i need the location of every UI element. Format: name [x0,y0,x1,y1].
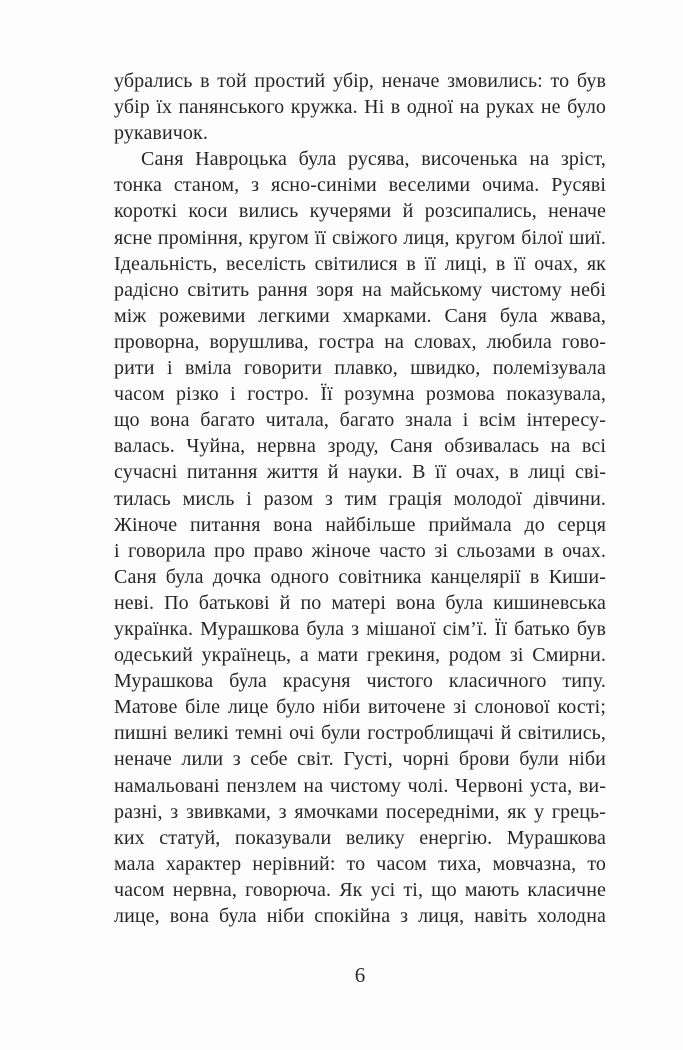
text-line: Ідеальність, веселість світилися в її лиці, в її очах, як [114,252,606,275]
text-line: Жіноче питання вона найбільше приймала до серця [114,513,606,536]
text-line: одеський українець, а мати грекиня, родом зі Смирни. [114,644,606,667]
text-line: українка. Мурашкова була з мішаної сім’ї. Її батько був [114,617,606,640]
text-line: сучасні питання життя й науки. В її очах, в лиці сві- [114,461,606,484]
text-line: лице, вона була ніби спокійна з лиця, навіть холодна [114,905,606,927]
text-line: мала характер нерівний: то часом тиха, мовчазна, то [114,852,606,875]
text-line: пишні великі темні очі були гостроблищачі й світились, [114,722,606,745]
text-line: короткі коси вились кучерями й розсипались, неначе [114,200,606,223]
text-line: рукавичок. [114,122,208,145]
text-line: валась. Чуйна, нервна зроду, Саня обзивалась на всі [114,435,606,458]
text-line: що вона багато читала, багато знала і всім інтересу- [114,409,606,432]
text-line: неначе лили з себе світ. Густі, чорні брови були ніби [114,748,606,771]
text-line: Матове біле лице було ніби виточене зі слонової кості; [114,696,606,719]
text-line: убір їх панянського кружка. Ні в одної на руках не було [114,96,606,119]
text-line: убрались в той простий убір, неначе змовились: то був [114,70,606,92]
text-block [114,68,606,929]
paragraph [114,146,606,929]
text-line: радісно світить рання зоря на майському чистому небі [114,278,606,301]
text-line: часом різко і гостро. Її розумна розмова показувала, [114,383,606,406]
text-line: проворна, ворушлива, гостра на словах, любила гово- [114,330,606,353]
text-line: і говорила про право жіноче часто зі сльозами в очах. [114,539,606,562]
text-line: між рожевими легкими хмарками. Саня була жвава, [114,304,606,327]
text-line: тонка станом, з ясно-синіми веселими очима. Русяві [114,174,606,197]
text-line: ясне проміння, кругом її свіжого лиця, кругом білої шиї. [114,226,606,249]
paragraph [114,68,606,146]
text-line: намальовані пензлем на чистому чолі. Червоні уста, ви- [114,774,606,797]
text-line: Саня Навроцька була русява, височенька на зріст, [141,148,606,171]
text-line: Мурашкова була красуня чистого класичного типу. [114,670,606,693]
text-line: неві. По батькові й по матері вона була кишиневська [114,591,606,614]
page-number: 6 [354,963,366,987]
text-line: тилась мисль і разом з тим грація молодої дівчини. [114,487,606,510]
text-line: разні, з звивками, з ямочками посередніми, як у грець- [114,800,606,823]
text-line: Саня була дочка одного совітника канцелярії в Киши- [114,565,606,588]
text-line: ких статуй, показували велику енергію. Мурашкова [114,826,606,849]
text-line: рити і вміла говорити плавко, швидко, полемізувала [114,357,606,380]
text-line: часом нервна, говорюча. Як усі ті, що мають класичне [114,878,606,901]
